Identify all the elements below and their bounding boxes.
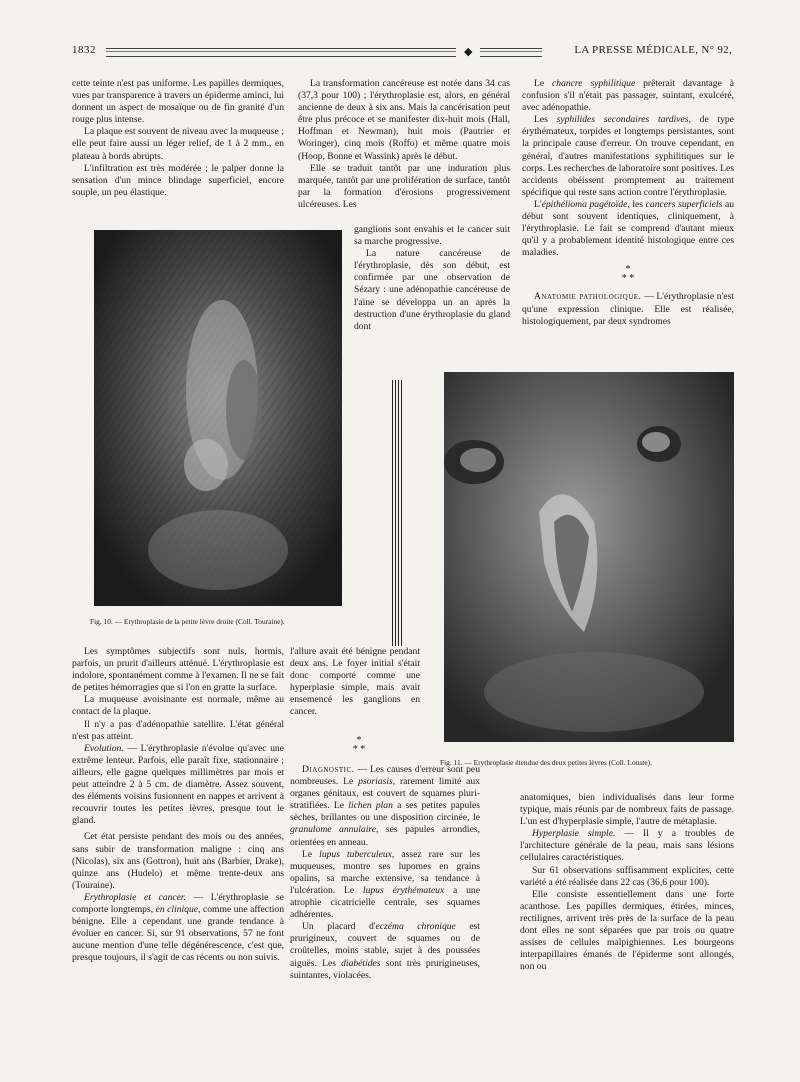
column-2-top xyxy=(298,78,510,211)
header-rule-left xyxy=(106,48,456,57)
paragraph: La plaque est souvent de niveau avec la muqueuse ; elle peut faire aussi un léger relief, de 1 à 2 mm., en plateau à bords abrupts. xyxy=(72,126,284,162)
paragraph: Elle consiste essentiellement dans une forte acanthose. Les papilles dermiques, étirées, minces, rectilignes, arrivent très près de la surface de la peau dont elles ne sont séparées que par trois ou quatre assises de cellules malpighiennes. Les bourgeons interpapillaires émanés de l'épiderme sont allongés, non ou xyxy=(520,888,734,973)
paragraph: L'épithélioma pagétoïde, les cancers superficiels au début sont souvent identiques, cliniquement, à l'érythroplasie. Le fait se comprend d'autant mieux qu'il y a probablement identité histologique entre ces maladies. xyxy=(522,198,734,259)
column-1-top xyxy=(72,78,284,199)
paragraph: ganglions sont envahis et le cancer suit sa marche progressive. xyxy=(354,224,510,248)
paragraph: Les syphilides secondaires tardives, de type érythémateux, torpides et longtemps persistantes, sont la principale cause d'erreur. On trouve cependant, en général, d'autres manifestations syphilitiques sur le corps. Les recherches de laboratoire sont positives. Les accidents obéissent promptement au traitement spécifique qui reste sans action contre l'érythroplasie. xyxy=(522,114,734,198)
column-3-bottom xyxy=(520,792,734,973)
paragraph: Le lupus tuberculeux, assez rare sur les muqueuses, montre ses lupomes en grains opalins, sa marche extensive, sa tendance à l'ulcération. Le lupus érythémateux a une atrophie cicatricielle centrale, ses squames adhérentes. xyxy=(290,848,480,921)
column-2-narrow xyxy=(354,224,510,333)
figure-10-image xyxy=(94,230,342,606)
decorative-vertical-bars xyxy=(392,380,403,646)
paragraph: La muqueuse avoisinante est normale, même au contact de la plaque. xyxy=(72,694,284,718)
paragraph: La transformation cancéreuse est notée dans 34 cas (37,3 pour 100) ; l'érythroplasie est, alors, en général ancienne de deux à six ans. Mais la cancérisation peut être plus précoce et se manifester dix-huit mois (Hall, Hoffman et Newman), huit mois (Pautrier et Woringer), cinq mois (Roffo) et même quatre mois (Hoop, Bonne et Wassink) après le début. xyxy=(298,78,510,162)
section-separator-stars: * * * xyxy=(352,735,366,755)
paragraph: L'infiltration est très modérée ; le palper donne la sensation d'un mince blindage superficiel, encore souple, un peu élastique. xyxy=(72,162,284,198)
figure-11-caption: Fig. 11. — Erythroplasie étendue des deux petites lèvres (Coll. Louste). xyxy=(440,758,652,767)
page-number: 1832 xyxy=(72,44,96,56)
paragraph: Les symptômes subjectifs sont nuls, hormis, parfois, un prurit d'ailleurs atténué. L'érythroplasie est indolore, spontanément comme à l'examen. Il ne se fait de petites hémorragies que si l'on en gratte la surface. xyxy=(72,646,284,694)
paragraph: Anatomie pathologique. — L'érythroplasie n'est qu'une expression clinique. Elle est réalisée, histologiquement, par deux syndromes xyxy=(522,291,734,327)
section-separator-stars: * * * xyxy=(621,264,635,285)
paragraph: Il n'y a pas d'adénopathie satellite. L'état général n'est pas atteint. xyxy=(72,718,284,742)
paragraph: Cet état persiste pendant des mois ou des années, sans subir de transformation maligne : cinq ans (Nicolas), six ans (Gottron), huit ans (Barbier, Drake), quinze ans (Hudelo) et même trente-deux ans (Touraine). xyxy=(72,831,284,891)
paragraph: Erythroplasie et cancer. — L'érythroplasie se comporte longtemps, en clinique, comme une affection bénigne. Elle a cependant une grande tendance à évoluer en cancer. Si, sur 91 observations, 57 ne font aucune mention d'une telle dégénérescence, c'est que, presque toujours, il s'agit de cas récents ou non suivis. xyxy=(72,891,285,964)
paragraph: Elle se traduit tantôt par une induration plus marquée, tantôt par une prolifération de surface, tantôt par la formation d'érosions progressivement ulcéreuses. Les xyxy=(298,162,510,210)
paragraph: La nature cancéreuse de l'érythroplasie, dès son début, est confirmée par une observation de Sézary : une adénopathie cancéreuse de l'aine se développa un an après la destruction d'une érythroplasie du gland dont xyxy=(354,248,510,332)
paragraph: anatomiques, bien individualisés dans leur forme typique, mais réunis par de nombreux faits de passage. L'un est d'hyperplasie simple, l'autre de métaplasie. xyxy=(520,792,734,828)
journal-title: LA PRESSE MÉDICALE, N° 92, xyxy=(574,44,732,56)
paragraph: Le chancre syphilitique prêterait davantage à confusion s'il n'était pas passager, suintant, exulcéré, avec adénopathie. xyxy=(522,78,734,114)
figure-10-photo xyxy=(94,230,342,606)
column-3-top xyxy=(522,78,734,328)
column-1-bottom xyxy=(72,646,284,964)
figure-10-caption: Fig. 10. — Erythroplasie de la petite lèvre droite (Coll. Touraine). xyxy=(90,617,285,626)
running-header xyxy=(72,44,732,62)
column-2-diagnostic xyxy=(290,764,480,982)
paragraph: Hyperplasie simple. — Il y a troubles de l'architecture générale de la peau, mais sans lésions cellulaires caractéristiques. xyxy=(520,828,734,864)
column-2-bottom xyxy=(290,730,428,762)
diamond-ornament: ◆ xyxy=(464,46,473,58)
paragraph: l'allure avait été bénigne pendant deux ans. Le foyer initial s'était donc comporté comme une hyperplasie simple, mais avait ensemencé les ganglions en cancer. xyxy=(290,646,420,718)
figure-11-photo xyxy=(444,372,734,742)
paragraph: Un placard d'eczéma chronique est prurigineux, couvert de squames ou de croûtelles, moins stable, sujet à des poussées aiguës. Les diabétides sont très prurigineuses, suintantes, violacées. xyxy=(290,921,480,981)
paragraph: Sur 61 observations suffisamment explicites, cette variété a été réalisée dans 22 cas (36,6 pour 100). xyxy=(520,864,734,888)
paragraph: Diagnostic. — Les causes d'erreur sont peu nombreuses. Le psoriasis, rarement limité aux organes génitaux, est couvert de squames pluri-stratifiées. Le lichen plan a ses petites papules sèches, brillantes ou une disposition circinée, le granulome annulaire, ses papules arrondies, orientées en anneau. xyxy=(290,764,481,848)
paragraph: cette teinte n'est pas uniforme. Les papilles dermiques, vues par transparence à travers un épiderme aminci, lui donnent un aspect de mosaïque ou de fin granité d'un rouge plus intense. xyxy=(72,78,284,126)
header-rule-right xyxy=(480,48,542,57)
paragraph: Evolution. — L'érythroplasie n'évolue qu'avec une extrême lenteur. Parfois, elle paraît fixe, stationnaire ; ailleurs, elle gagne quelques millimètres par mois et peut atteindre 2 à 5 cm. de diamètre. Assez souvent, des éléments voisins fusionnent en nappes et arrivent à recouvrir toutes les petites lèvres, presque tout le gland. xyxy=(72,742,284,827)
figure-11-image xyxy=(444,372,734,742)
column-2-bottom-narrow xyxy=(290,646,420,719)
